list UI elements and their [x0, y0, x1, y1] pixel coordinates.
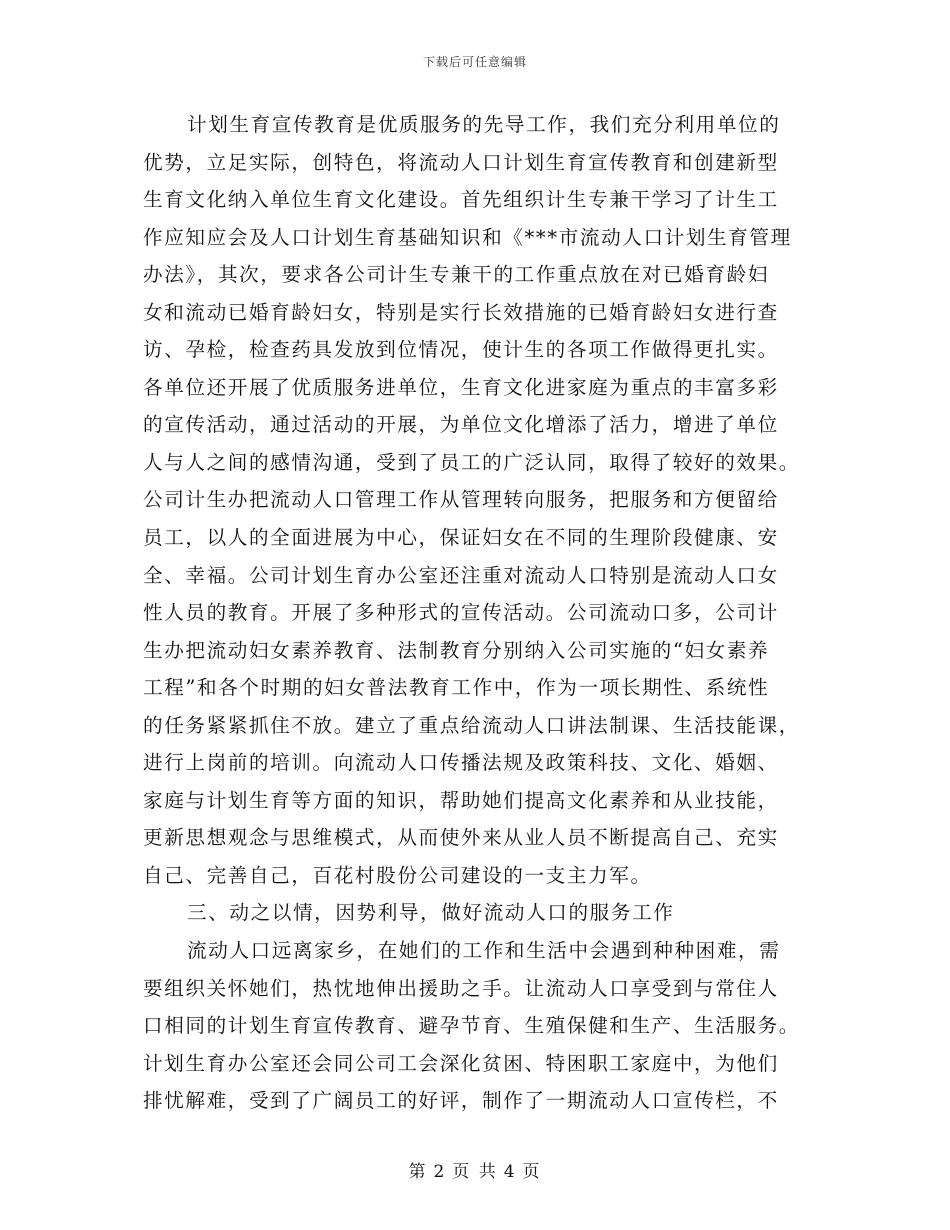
- paragraph-line: 的宣传活动，通过活动的开展，为单位文化增添了活力，增进了单位: [143, 413, 779, 437]
- paragraph-line: 要组织关怀她们，热忱地伸出援助之手。让流动人口享受到与常住人: [143, 976, 779, 1000]
- paragraph-line: 自己、完善自己，百花村股份公司建设的一支主力军。: [143, 863, 652, 887]
- paragraph-line: 口相同的计划生育宣传教育、避孕节育、生殖保健和生产、生活服务。: [143, 1014, 801, 1038]
- paragraph-line: 访、孕检，检查药具发放到位情况，使计生的各项工作做得更扎实。: [143, 338, 779, 362]
- paragraph-line: 人与人之间的感情沟通，受到了员工的广泛认同，取得了较好的效果。: [143, 450, 801, 474]
- paragraph-line: 家庭与计划生育等方面的知识，帮助她们提高文化素养和从业技能，: [143, 788, 779, 812]
- paragraph-line: 作应知应会及人口计划生育基础知识和《***市流动人口计划生育管理: [143, 225, 792, 249]
- paragraph-line: 优势，立足实际，创特色，将流动人口计划生育宣传教育和创建新型: [143, 150, 779, 174]
- page-header: 下载后可任意编辑: [422, 55, 527, 69]
- document-body: [143, 106, 808, 1120]
- page-footer: [0, 1157, 950, 1182]
- paragraph-line: 生育文化纳入单位生育文化建设。首先组织计生专兼干学习了计生工: [143, 188, 779, 212]
- paragraph-line: 公司计生办把流动人口管理工作从管理转向服务，把服务和方便留给: [143, 488, 779, 512]
- paragraph-line: 排忧解难，受到了广阔员工的好评，制作了一期流动人口宣传栏，不: [143, 1089, 779, 1113]
- paragraph-line: 更新思想观念与思维模式，从而使外来从业人员不断提高自己、充实: [143, 826, 779, 850]
- paragraph-line: 流动人口远离家乡，在她们的工作和生活中会遇到种种困难，需: [187, 939, 781, 963]
- paragraph-line: 进行上岗前的培训。向流动人口传播法规及政策科技、文化、婚姻、: [143, 751, 779, 775]
- paragraph-line: 计划生育宣传教育是优质服务的先导工作，我们充分利用单位的: [187, 113, 781, 136]
- total-pages-number: 4: [503, 1162, 517, 1182]
- paragraph-line: 的任务紧紧抓住不放。建立了重点给流动人口讲法制课、生活技能课，: [143, 713, 801, 737]
- footer-prefix: 第: [408, 1162, 428, 1182]
- footer-middle: 页 共: [452, 1162, 498, 1182]
- paragraph-line: 性人员的教育。开展了多种形式的宣传活动。公司流动口多，公司计: [143, 601, 779, 625]
- current-page-number: 2: [433, 1162, 447, 1182]
- paragraph-line: 工程”和各个时期的妇女普法教育工作中，作为一项长期性、系统性: [143, 676, 770, 700]
- paragraph-line: 女和流动已婚育龄妇女，特别是实行长效措施的已婚育龄妇女进行查: [143, 300, 779, 324]
- paragraph-line: 办法》，其次，要求各公司计生专兼干的工作重点放在对已婚育龄妇: [143, 263, 770, 287]
- paragraph-line: 全、幸福。公司计划生育办公室还注重对流动人口特别是流动人口女: [143, 563, 779, 587]
- paragraph-line: 各单位还开展了优质服务进单位，生育文化进家庭为重点的丰富多彩: [143, 375, 779, 399]
- paragraph-line: 计划生育办公室还会同公司工会深化贫困、特困职工家庭中，为他们: [143, 1051, 779, 1075]
- footer-suffix: 页: [522, 1162, 542, 1182]
- paragraph-line: 生办把流动妇女素养教育、法制教育分别纳入公司实施的“妇女素养: [143, 638, 770, 662]
- section-heading: 三、动之以情，因势利导，做好流动人口的服务工作: [187, 901, 675, 925]
- paragraph-line: 员工，以人的全面进展为中心，保证妇女在不同的生理阶段健康、安: [143, 526, 779, 550]
